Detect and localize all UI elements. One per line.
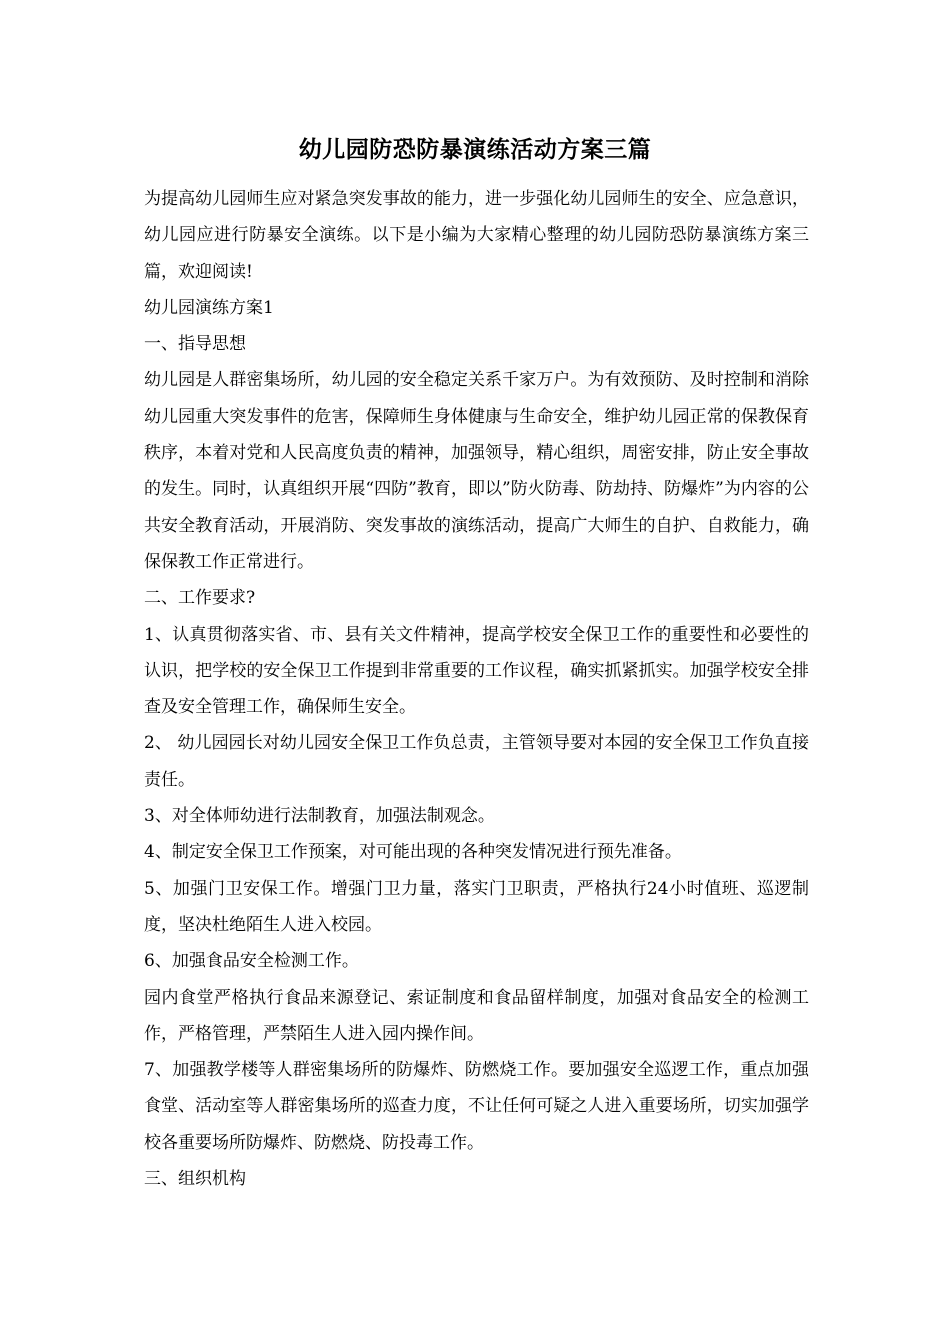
heading-organization: 三、组织机构 <box>144 1169 246 1190</box>
document-title: 幼儿园防恐防暴演练活动方案三篇 <box>298 136 652 163</box>
document-body <box>144 181 809 1197</box>
paragraph-requirement-7: 7、加强教学楼等人群密集场所的防爆炸、防燃烧工作。要加强安全巡逻工作，重点加强食堂、活动室等人群密集场所的巡查力度，不让任何可疑之人进入重要场所，切实加强学校各重要场所防爆炸、防燃烧、防投毒工作。 <box>144 1060 809 1153</box>
paragraph-requirement-6-detail: 园内食堂严格执行食品来源登记、索证制度和食品留样制度，加强对食品安全的检测工作，严格管理，严禁陌生人进入园内操作间。 <box>144 987 809 1044</box>
paragraph-requirement-2: 2、 幼儿园园长对幼儿园安全保卫工作负总责，主管领导要对本园的安全保卫工作负直接责任。 <box>144 733 809 790</box>
paragraph-requirement-5: 5、加强门卫安保工作。增强门卫力量，落实门卫职责，严格执行24小时值班、巡逻制度，坚决杜绝陌生人进入校园。 <box>144 878 809 935</box>
heading-work-requirements: 二、工作要求? <box>144 588 256 609</box>
paragraph-guiding-ideology: 幼儿园是人群密集场所，幼儿园的安全稳定关系千家万户。为有效预防、及时控制和消除幼儿园重大突发事件的危害，保障师生身体健康与生命安全，维护幼儿园正常的保教保育秩序，本着对党和人民高度负责的精神，加强领导，精心组织，周密安排，防止安全事故的发生。同时，认真组织开展“四防”教育，即以”防火防毒、防劫持、防爆炸”为内容的公共安全教育活动，开展消防、突发事故的演练活动，提高广大师生的自护、自救能力，确保保教工作正常进行。 <box>144 370 809 572</box>
paragraph-requirement-1: 1、认真贯彻落实省、市、县有关文件精神，提高学校安全保卫工作的重要性和必要性的认识，把学校的安全保卫工作提到非常重要的工作议程，确实抓紧抓实。加强学校安全排查及安全管理工作，确保师生安全。 <box>144 624 809 718</box>
paragraph-requirement-4: 4、制定安全保卫工作预案，对可能出现的各种突发情况进行预先准备。 <box>144 842 682 863</box>
heading-plan-1: 幼儿园演练方案1 <box>144 297 274 318</box>
paragraph-intro: 为提高幼儿园师生应对紧急突发事故的能力，进一步强化幼儿园师生的安全、应急意识，幼儿园应进行防暴安全演练。以下是小编为大家精心整理的幼儿园防恐防暴演练方案三篇，欢迎阅读! <box>144 189 809 282</box>
heading-guiding-ideology: 一、指导思想 <box>144 334 246 355</box>
paragraph-requirement-6: 6、加强食品安全检测工作。 <box>144 951 359 972</box>
paragraph-requirement-3: 3、对全体师幼进行法制教育，加强法制观念。 <box>144 806 495 827</box>
